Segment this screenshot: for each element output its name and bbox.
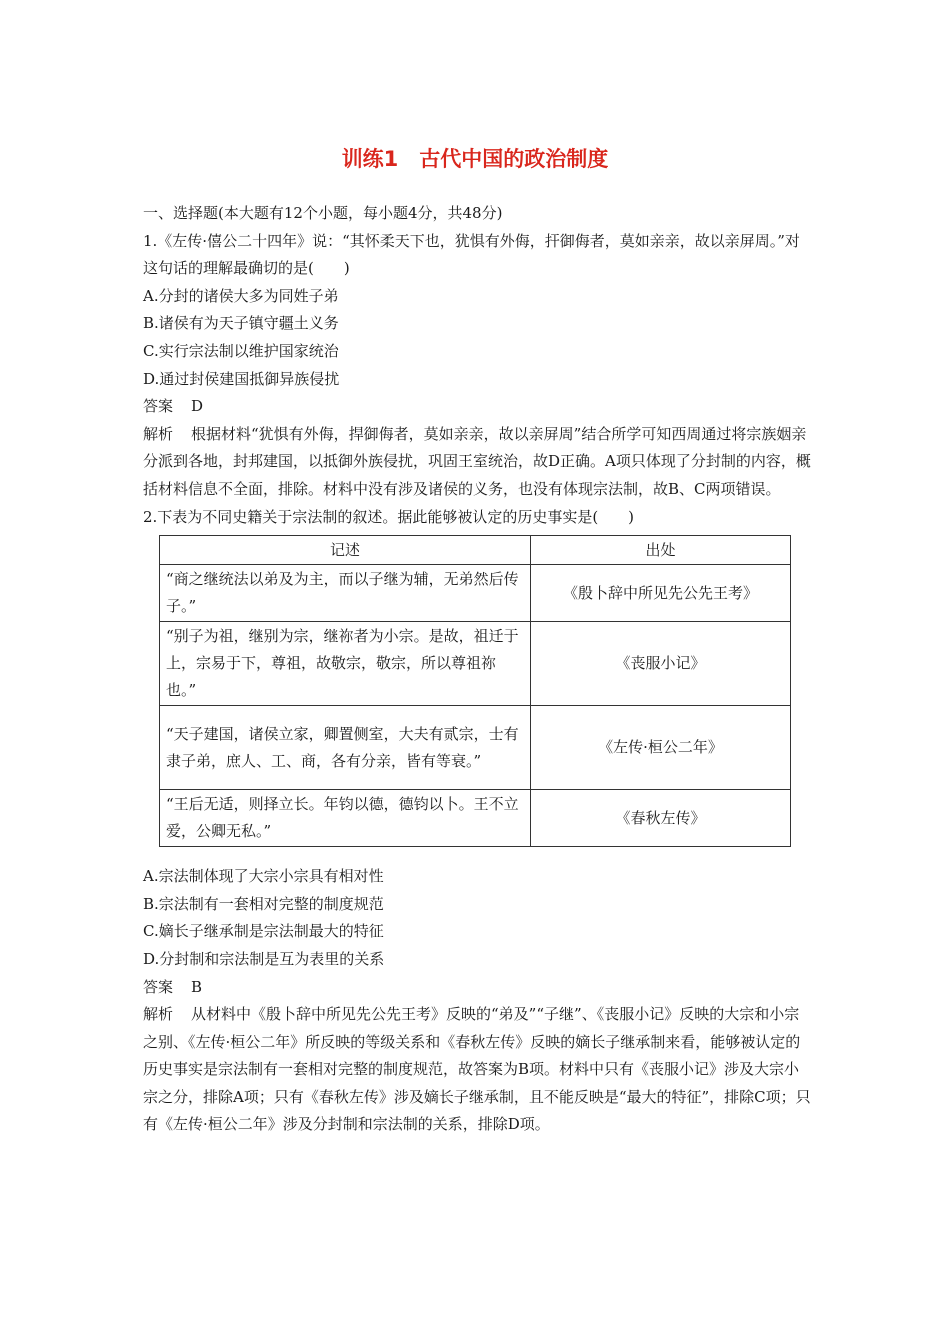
q2-stem: 2.下表为不同史籍关于宗法制的叙述。据此能够被认定的历史事实是( ): [143, 507, 635, 526]
table-cell-record: “别子为祖，继别为宗，继祢者为小宗。是故，祖迁于上，宗易于下，尊祖，故敬宗，敬宗，所以尊祖祢也。”: [160, 622, 531, 706]
q2-option-d: D.分封制和宗法制是互为表里的关系: [143, 949, 385, 968]
q2-analysis-label: 解析: [143, 1005, 174, 1024]
table-cell-source: 《左传·桓公二年》: [531, 706, 791, 790]
q2-option-a: A.宗法制体现了大宗小宗具有相对性: [143, 867, 384, 886]
document-body: [143, 200, 813, 1139]
table-header-source: 出处: [531, 536, 791, 565]
q2-source-table: [159, 535, 791, 847]
table-cell-record: “天子建国，诸侯立家，卿置侧室，大夫有贰宗，士有隶子弟，庶人、工、商，各有分亲，皆有等衰。”: [160, 706, 531, 790]
q2-answer: [143, 974, 813, 1002]
page-title: 训练1 古代中国的政治制度: [341, 147, 609, 171]
table-cell-source: 《殷卜辞中所见先公先王考》: [531, 565, 791, 622]
q1-option-b: B.诸侯有为天子镇守疆土义务: [143, 314, 339, 333]
table-row: [160, 622, 791, 706]
q2-analysis-text: 从材料中《殷卜辞中所见先公先王考》反映的“弟及”“子继”、《丧服小记》反映的大宗和小宗之别、《左传·桓公二年》所反映的等级关系和《春秋左传》反映的嫡长子继承制来看，能够被认定的历史事实是宗法制有一套相对完整的制度规范，故答案为B项。材料中只有《丧服小记》涉及大宗小宗之分，排除A项；只有《春秋左传》涉及嫡长子继承制，且不能反映是“最大的特征”，排除C项；只有《左传·桓公二年》涉及分封制和宗法制的关系，排除D项。: [143, 1005, 811, 1134]
q1-analysis-label: 解析: [143, 424, 174, 443]
table-cell-source: 《丧服小记》: [531, 622, 791, 706]
q2-option-c: C.嫡长子继承制是宗法制最大的特征: [143, 922, 384, 941]
q1-answer-label: 答案: [143, 397, 174, 416]
q1-answer-value: D: [191, 397, 204, 416]
section-header: 一、选择题(本大题有12个小题，每小题4分，共48分): [143, 204, 503, 222]
q2-analysis: [143, 1001, 813, 1139]
q1-stem: 1.《左传·僖公二十四年》说：“其怀柔天下也，犹惧有外侮，扞御侮者，莫如亲亲，故以亲屏周。”对这句话的理解最确切的是( ): [143, 231, 800, 278]
table-header-row: [160, 536, 791, 565]
table-cell-record: “商之继统法以弟及为主，而以子继为辅，无弟然后传子。”: [160, 565, 531, 622]
q2-answer-label: 答案: [143, 977, 174, 996]
table-row: [160, 706, 791, 790]
table-cell-source: 《春秋左传》: [531, 790, 791, 847]
table-header-record: 记述: [160, 536, 531, 565]
q1-answer: [143, 393, 813, 421]
q1-option-a: A.分封的诸侯大多为同姓子弟: [143, 286, 339, 305]
q1-analysis-text: 根据材料“犹惧有外侮，捍御侮者，莫如亲亲，故以亲屏周”结合所学可知西周通过将宗族姻亲分派到各地，封邦建国，以抵御外族侵扰，巩固王室统治，故D正确。A项只体现了分封制的内容，概括材料信息不全面，排除。材料中没有涉及诸侯的义务，也没有体现宗法制，故B、C两项错误。: [143, 424, 811, 498]
q1-analysis: [143, 421, 813, 504]
q1-option-d: D.通过封侯建国抵御异族侵扰: [143, 369, 340, 388]
table-row: [160, 565, 791, 622]
table-row: [160, 790, 791, 847]
q2-answer-value: B: [191, 977, 203, 996]
q1-option-c: C.实行宗法制以维护国家统治: [143, 341, 339, 360]
q2-option-b: B.宗法制有一套相对完整的制度规范: [143, 894, 384, 913]
table-cell-record: “王后无适，则择立长。年钧以德，德钧以卜。王不立爱，公卿无私。”: [160, 790, 531, 847]
